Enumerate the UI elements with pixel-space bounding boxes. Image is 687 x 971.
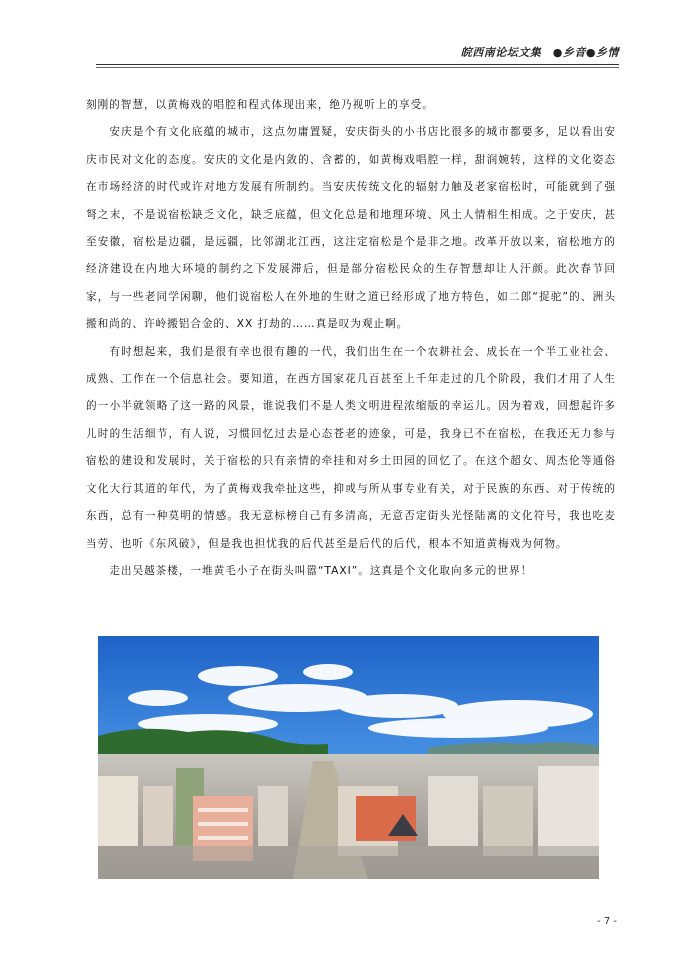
article-body (86, 92, 616, 585)
paragraph-3: 有时想起来，我们是很有幸也很有趣的一代，我们出生在一个农耕社会、成长在一个半工业社会、成熟、工作在一个信息社会。要知道，在西方国家花几百甚至上千年走过的几个阶段，我们才用了人生的一小半就领略了这一路的风景，谁说我们不是人类文明进程浓缩版的幸运儿。因为着戏，回想起许多儿时的生活细节，有人说，习惯回忆过去是心态苍老的迹象，可是，我身已不在宿松，在我还无力参与宿松的建设和发展时，关于宿松的只有亲情的牵挂和对乡土田园的回忆了。在这个超女、周杰伦等通俗文化大行其道的年代，为了黄梅戏我牵扯这些，抑或与所从事专业有关，对于民族的东西、对于传统的东西，总有一种莫明的情感。我无意标榜自己有多清高，无意否定街头光怪陆离的文化符号，我也吃麦当劳、也听《东风破》，但是我也担忧我的后代甚至是后代的后代，根本不知道黄梅戏为何物。 (86, 345, 616, 550)
city-panorama-image (98, 636, 599, 879)
header-title: 皖西南论坛文集 ●乡音●乡情 (460, 46, 619, 59)
running-header (96, 44, 619, 64)
paragraph-1: 刻刚的智慧，以黄梅戏的唱腔和程式体现出来，绝乃视听上的享受。 (86, 99, 434, 111)
city-panorama-photo (98, 636, 599, 879)
header-rule (96, 64, 619, 65)
paragraph-2: 安庆是个有文化底蕴的城市，这点勿庸置疑，安庆街头的小书店比很多的城市都要多，足以看出安庆市民对文化的态度。安庆的文化是内敛的、含蓄的，如黄梅戏唱腔一样，甜润婉转，这样的文化姿态在市场经济的时代或许对地方发展有所制约。当安庆传统文化的辐射力触及老家宿松时，可能就到了强弩之末，不是说宿松缺乏文化，缺乏底蕴，但文化总是和地理环境、风土人情相生相成。之于安庆，甚至安徽，宿松是边疆，是远疆，比邻湖北江西，这注定宿松是个是非之地。改革开放以来，宿松地方的经济建设在内地大环境的制约之下发展滞后，但是部分宿松民众的生存智慧却让人汗颜。此次春节回家，与一些老同学闲聊，他们说宿松人在外地的生财之道已经形成了地方特色，如二郎“捉驼”的、洲头搬和尚的、许岭搬铝合金的、XX 打劫的……真是叹为观止啊。 (86, 126, 616, 331)
header-rule-thin (96, 67, 619, 68)
page-number: - 7 - (597, 916, 617, 927)
paragraph-4: 走出吴越茶楼，一堆黄毛小子在街头叫嚣“TAXI”。这真是个文化取向多元的世界！ (109, 564, 533, 577)
